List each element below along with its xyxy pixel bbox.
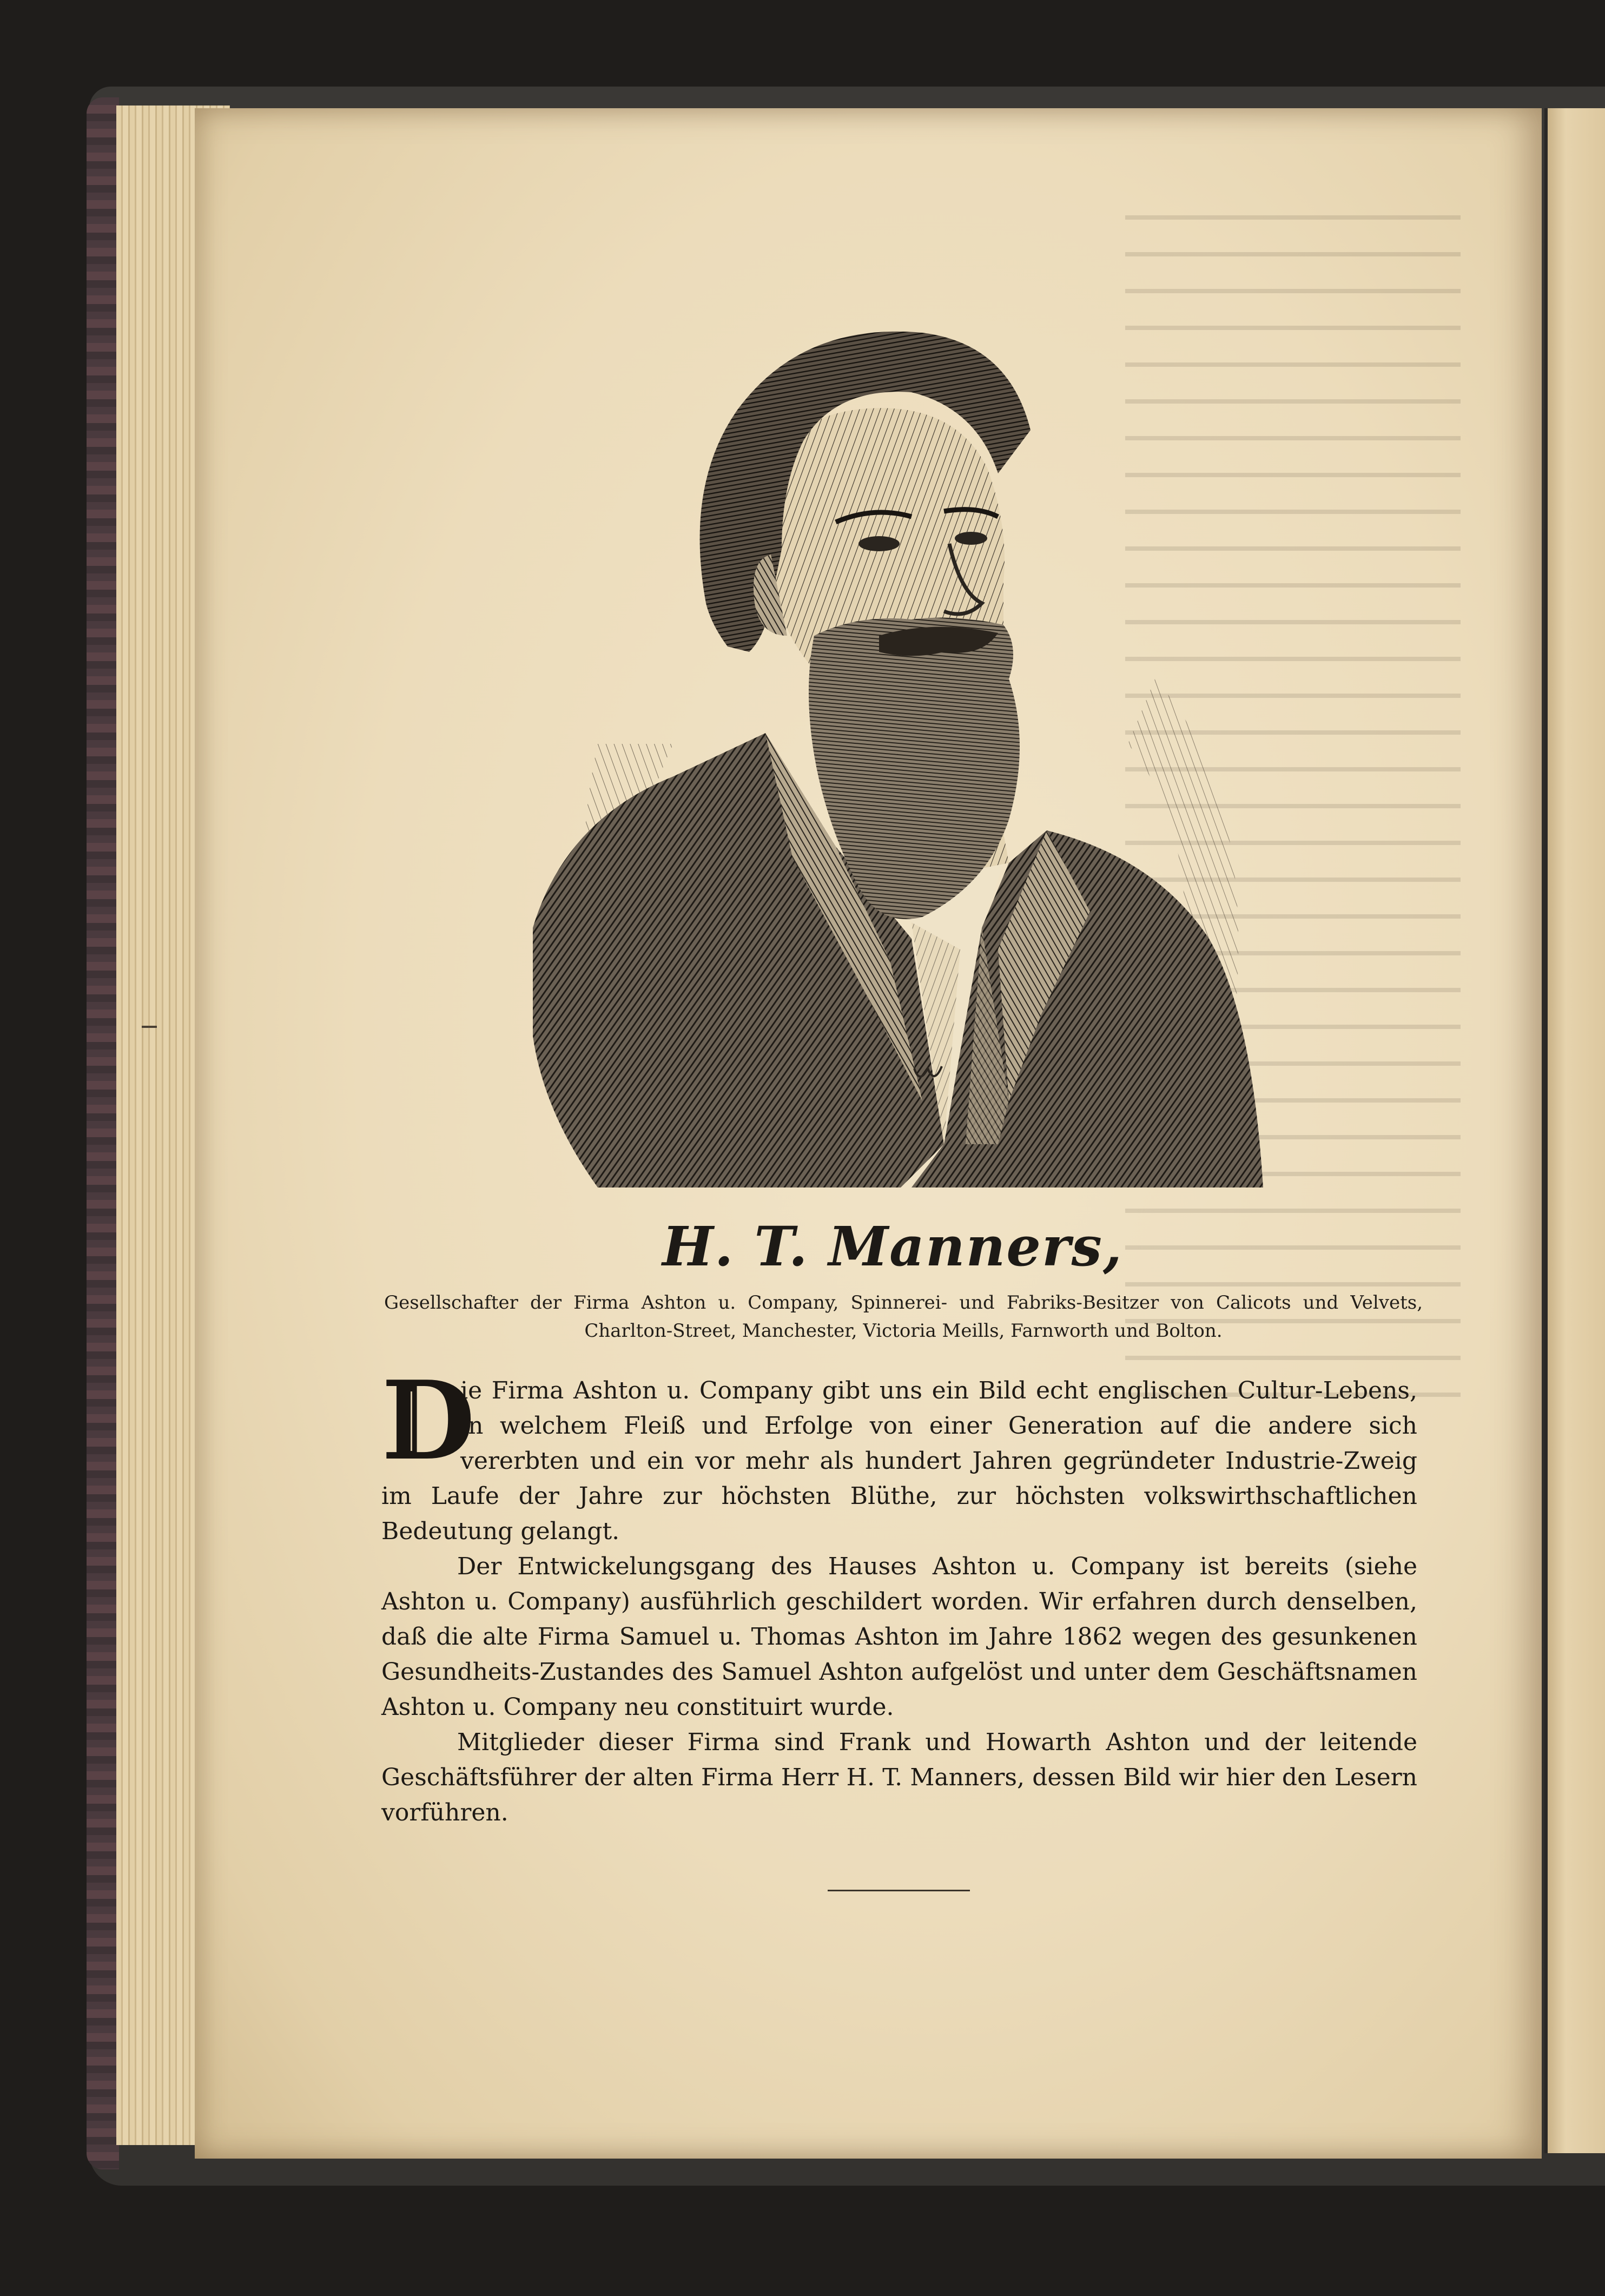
end-rule [828, 1890, 970, 1891]
portrait-engraving [533, 300, 1290, 1187]
portrait-name-heading: H. T. Manners, [662, 1215, 1123, 1278]
facing-page-edge [1544, 108, 1605, 2153]
paragraph-1 [381, 1357, 1417, 1549]
drop-cap: D [381, 1357, 475, 1485]
book-spine [87, 97, 119, 2169]
article-body [381, 1357, 1417, 1830]
portrait-caption: Gesellschafter der Firma Ashton u. Company, Spinnerei- und Fabriks-Besitzer von Calicots und Velvets, Charlton-Street, Manchester, Victoria Meills, Farnworth und Bolton. [384, 1292, 1423, 1342]
paragraph-3: Mitglieder dieser Firma sind Frank und Howarth Ashton und der leitende Geschäftsführer der alten Firma Herr H. T. Manners, dessen Bild wir hier den Lesern vorführen. [381, 1728, 1417, 1826]
paragraph-1-text: ie Firma Ashton u. Company gibt uns ein Bild echt englischen Cultur-Lebens, in welchem Fleiß und Erfolge von einer Generation auf die andere sich vererbten und ein vor mehr als hundert Jahren gegründeter Industrie-Zweig im Laufe der Jahre zur höchsten Blüthe, zur höchsten volkswirthschaftlichen Bedeutung gelangt. [381, 1377, 1417, 1545]
paragraph-2: Der Entwickelungsgang des Hauses Ashton u. Company ist bereits (siehe Ashton u. Company) ausführlich geschildert worden. Wir erfahren durch denselben, daß die alte Firma Samuel u. Thomas Ashton im Jahre 1862 wegen des gesunkenen Gesundheits-Zustandes des Samuel Ashton aufgelöst und unter dem Geschäftsnamen Ashton u. Company neu constituirt wurde. [381, 1553, 1417, 1721]
gutter-mark [142, 1026, 157, 1028]
